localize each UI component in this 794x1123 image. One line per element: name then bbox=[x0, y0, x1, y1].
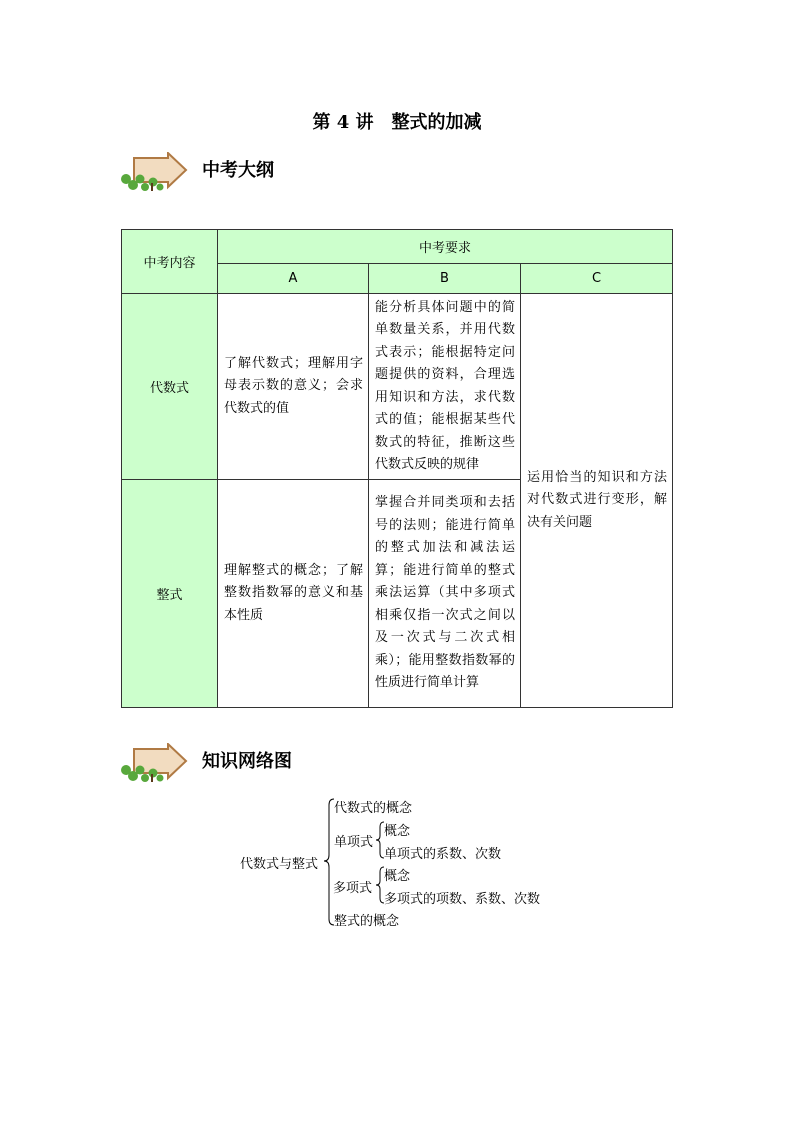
row-topic-algebraic: 代数式 bbox=[122, 294, 218, 480]
header-level-a: A bbox=[218, 264, 369, 294]
node-monomial: 单项式 bbox=[334, 835, 374, 850]
cell-algebraic-a: 了解代数式；理解用字母表示数的意义；会求代数式的值 bbox=[218, 294, 369, 480]
header-requirement: 中考要求 bbox=[218, 230, 673, 264]
cell-level-c: 运用恰当的知识和方法对代数式进行变形，解决有关问题 bbox=[521, 294, 673, 708]
polynomial-brace bbox=[376, 867, 384, 903]
diagram-root: 代数式与整式 bbox=[240, 857, 319, 872]
header-content: 中考内容 bbox=[122, 230, 218, 294]
node-polynomial-concept: 概念 bbox=[384, 869, 411, 884]
page-title: 第 4 讲 整式的加减 bbox=[312, 112, 482, 133]
node-polynomial-props: 多项式的项数、系数、次数 bbox=[384, 892, 541, 907]
cell-integral-a: 理解整式的概念；了解整数指数幂的意义和基本性质 bbox=[218, 480, 369, 708]
node-integral-concept: 整式的概念 bbox=[334, 914, 400, 929]
node-polynomial: 多项式 bbox=[333, 881, 373, 896]
node-monomial-concept: 概念 bbox=[384, 824, 411, 839]
header-level-b: B bbox=[369, 264, 521, 294]
row-topic-integral: 整式 bbox=[122, 480, 218, 708]
main-brace bbox=[324, 799, 334, 925]
node-monomial-props: 单项式的系数、次数 bbox=[384, 847, 502, 862]
monomial-brace bbox=[376, 822, 384, 858]
node-algebraic-concept: 代数式的概念 bbox=[334, 801, 413, 816]
header-level-c: C bbox=[521, 264, 673, 294]
cell-algebraic-b: 能分析具体问题中的简单数量关系，并用代数式表示；能根据特定问题提供的资料，合理选用知识和方法，求代数式的值；能根据某些代数式的特征，推断这些代数式反映的规律 bbox=[369, 294, 521, 480]
section-heading: 中考大纲 bbox=[202, 160, 274, 181]
cell-integral-b: 掌握合并同类项和去括号的法则；能进行简单的整式加法和减法运算；能进行简单的整式乘法运算（其中多项式相乘仅指一次式之间以及一次式与二次式相乘）；能用整数指数幂的性质进行简单计算 bbox=[369, 480, 521, 708]
section-heading: 知识网络图 bbox=[202, 751, 292, 772]
